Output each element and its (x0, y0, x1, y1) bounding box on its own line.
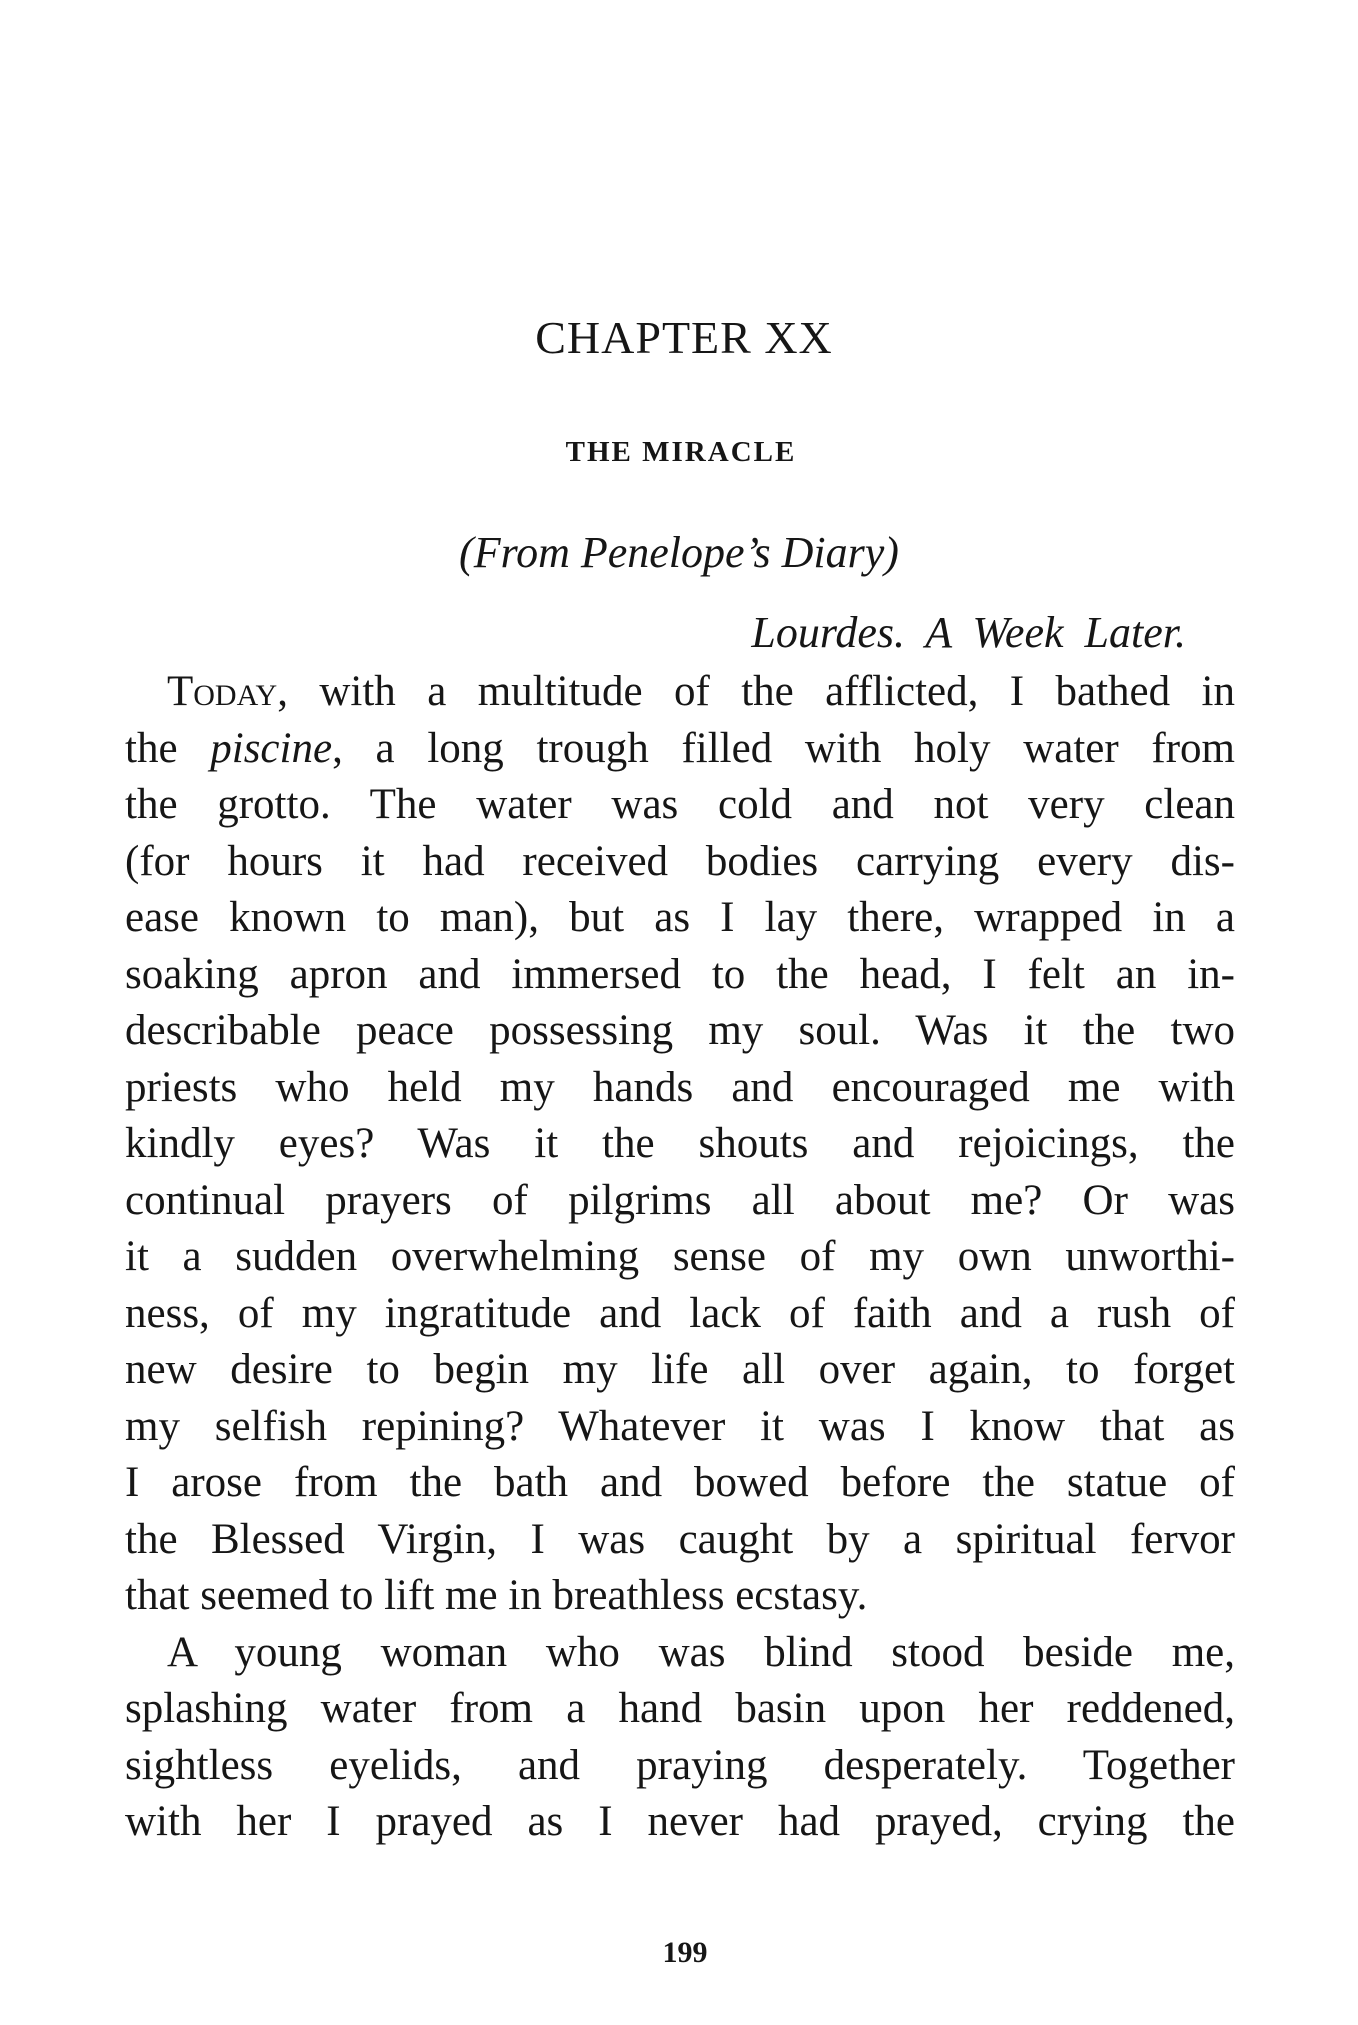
text-line: soaking apron and immersed to the head, I felt an in- (125, 950, 1235, 998)
text-line: the piscine, a long trough filled with holy water from (125, 724, 1235, 772)
body-text (125, 664, 1235, 1851)
text-line: sightless eyelids, and praying desperately. Together (125, 1741, 1235, 1789)
text-line: the Blessed Virgin, I was caught by a spiritual fervor (125, 1515, 1235, 1563)
text-line: kindly eyes? Was it the shouts and rejoicings, the (125, 1120, 1235, 1167)
text-line: splashing water from a hand basin upon her reddened, (125, 1685, 1235, 1732)
text-line: new desire to begin my life all over again, to forget (125, 1346, 1235, 1393)
text-line: (for hours it had received bodies carrying every dis- (125, 837, 1235, 885)
text-line: my selfish repining? Whatever it was I know that as (125, 1402, 1235, 1450)
drop-word: Today (167, 668, 278, 715)
chapter-title: CHAPTER XX (535, 312, 833, 363)
text-line: with her I prayed as I never had prayed, crying the (125, 1798, 1235, 1845)
chapter-subtitle: THE MIRACLE (565, 436, 797, 468)
dateline: Lourdes. A Week Later. (751, 608, 1186, 657)
text-line: it a sudden overwhelming sense of my own unworthi- (125, 1233, 1235, 1280)
paragraph-2 (125, 1625, 1235, 1851)
italic-word: piscine (210, 724, 333, 772)
text-line: Today, with a multitude of the afflicted, I bathed in (167, 668, 1235, 715)
text-line: priests who held my hands and encouraged me with (125, 1063, 1235, 1111)
text-line: A young woman who was blind stood beside me, (167, 1628, 1235, 1676)
paragraph-1 (125, 664, 1235, 1625)
page-number: 199 (662, 1936, 708, 1969)
text-line: the grotto. The water was cold and not very clean (125, 781, 1235, 828)
text-line: continual prayers of pilgrims all about me? Or was (125, 1176, 1235, 1224)
text-line: that seemed to lift me in breathless ecstasy. (125, 1572, 868, 1619)
text-fragment: , a long trough filled with holy water from (332, 724, 1235, 772)
text-line: ness, of my ingratitude and lack of faith and a rush of (125, 1289, 1235, 1337)
text-line: describable peace possessing my soul. Was it the two (125, 1007, 1235, 1054)
text-line: I arose from the bath and bowed before the statue of (125, 1459, 1235, 1506)
text-line: ease known to man), but as I lay there, wrapped in a (125, 894, 1235, 941)
source-note: (From Penelope’s Diary) (459, 528, 899, 577)
